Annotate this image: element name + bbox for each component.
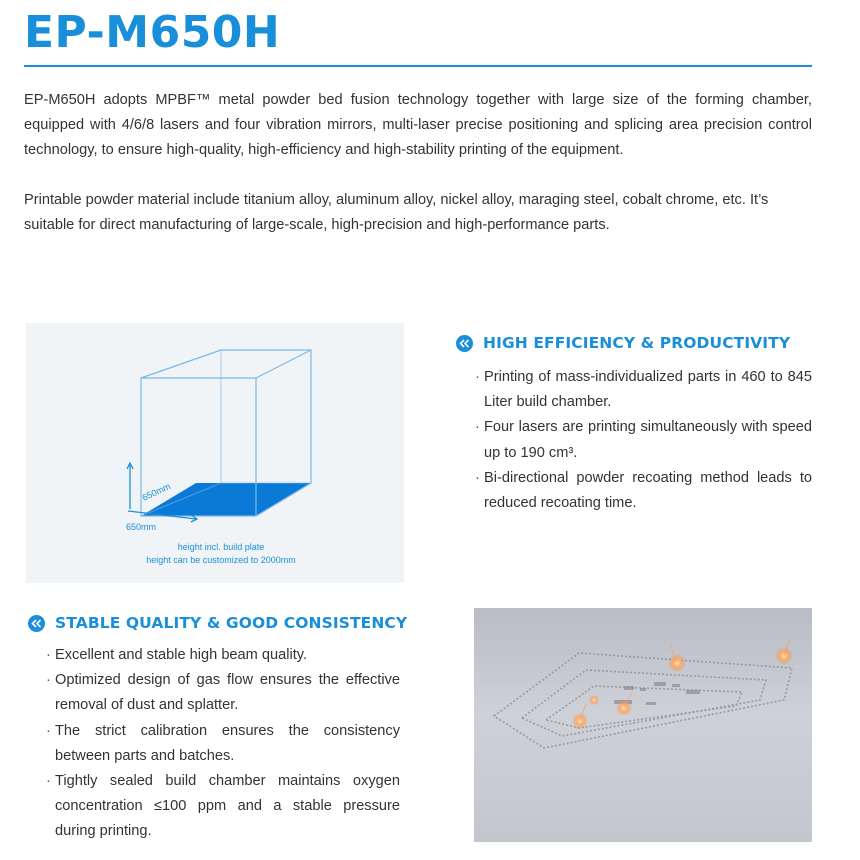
build-volume-svg: [26, 323, 404, 583]
efficiency-list: [475, 365, 812, 516]
depth-dimension-label: 650mm: [140, 481, 173, 503]
printing-process-photo: [474, 608, 812, 842]
efficiency-heading-text: HIGH EFFICIENCY & PRODUCTIVITY: [483, 334, 791, 352]
double-chevron-left-icon: [28, 615, 45, 632]
quality-heading: [28, 612, 407, 634]
caption-line-1: height incl. build plate: [177, 542, 265, 552]
list-item: · Excellent and stable high beam quality.: [46, 643, 400, 668]
list-item: · Tightly sealed build chamber maintains oxygen concentration ≤100 ppm and a stable pressure during printing.: [46, 769, 400, 845]
caption-line-2: height can be customized to 2000mm: [146, 555, 296, 565]
quality-heading-text: STABLE QUALITY & GOOD CONSISTENCY: [55, 614, 408, 632]
efficiency-heading: [456, 332, 790, 354]
list-item: · Optimized design of gas flow ensures the effective removal of dust and splatter.: [46, 668, 400, 718]
list-item: · Four lasers are printing simultaneously with speed up to 190 cm³.: [475, 415, 812, 465]
title-divider: [24, 65, 812, 67]
quality-list: [46, 643, 400, 845]
intro-paragraph-2: Printable powder material include titanium alloy, aluminum alloy, nickel alloy, maraging steel, cobalt chrome, etc. It’s suitable for direct manufacturing of large-scale, high-precision and high-performance parts.: [24, 192, 769, 233]
double-chevron-left-icon: [456, 335, 473, 352]
list-item: · Bi-directional powder recoating method leads to reduced recoating time.: [475, 466, 812, 516]
list-item: · Printing of mass-individualized parts in 460 to 845 Liter build chamber.: [475, 365, 812, 415]
list-item: · The strict calibration ensures the consistency between parts and batches.: [46, 719, 400, 769]
page-title: EP-M650H: [24, 7, 281, 58]
intro-paragraph-1: EP-M650H adopts MPBF™ metal powder bed fusion technology together with large size of the forming chamber, equipped with 4/6/8 lasers and four vibration mirrors, multi-laser precise positioning and splicing area precision control technology, to ensure high-quality, high-efficiency and high-stability printing of the equipment.: [24, 92, 812, 158]
width-dimension-label: 650mm: [126, 522, 157, 532]
build-volume-diagram: [26, 323, 404, 583]
